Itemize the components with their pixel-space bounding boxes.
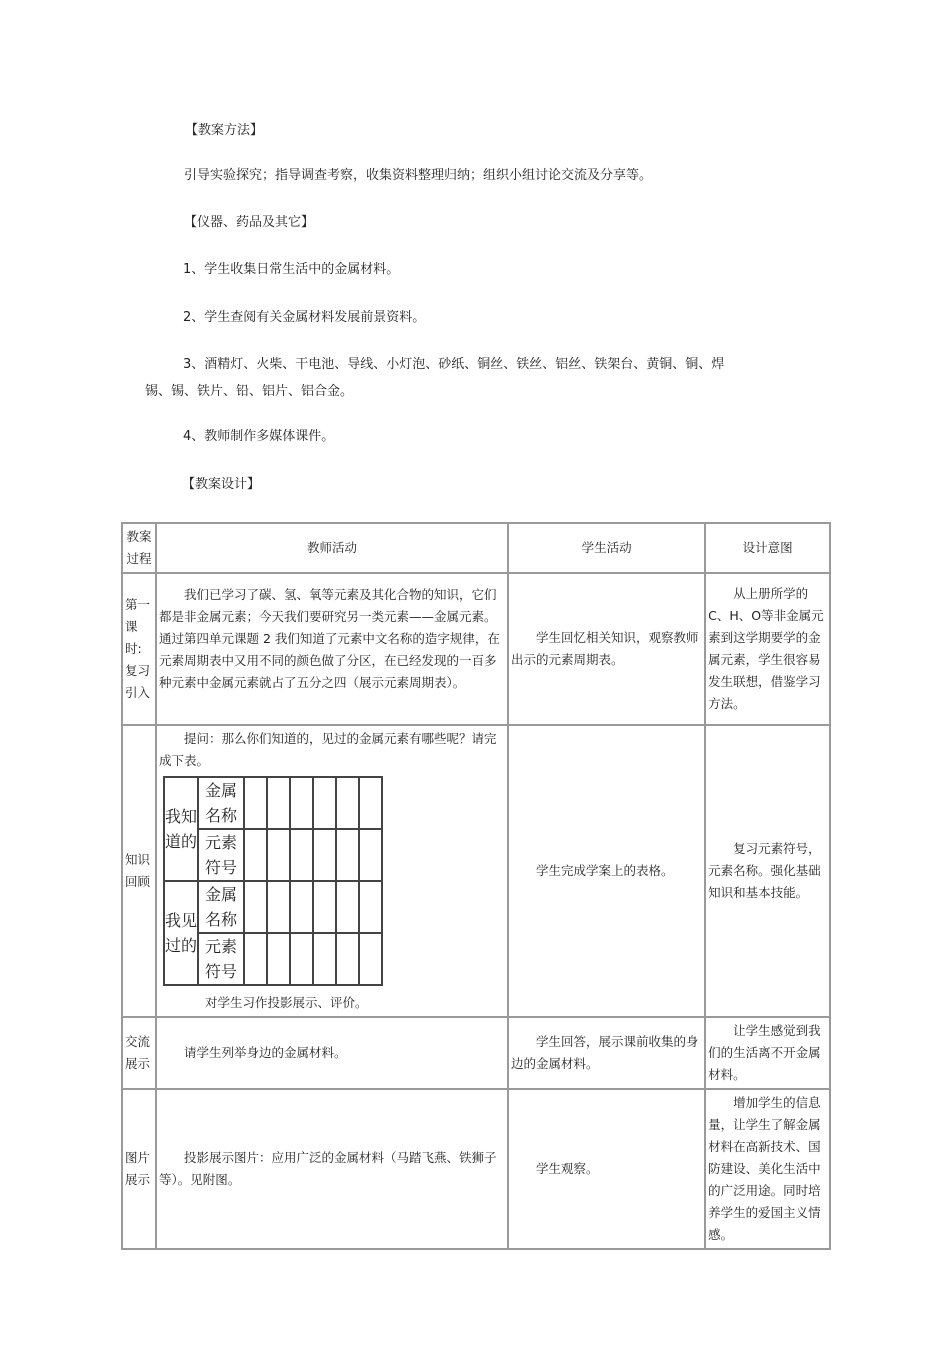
lesson-design-table (121, 522, 831, 1250)
row-teacher-after: 对学生习作投影展示、评价。 (205, 995, 368, 1010)
worksheet-blank-cell[interactable] (290, 829, 313, 881)
worksheet-blank-cell[interactable] (359, 829, 382, 881)
table-row (122, 725, 830, 1017)
metal-elements-worksheet (163, 776, 383, 986)
table-row (122, 573, 830, 725)
table-row (122, 1017, 830, 1089)
worksheet-symbol-label: 元素符号 (198, 829, 244, 881)
row-intent: 从上册所学的 C、H、O等非金属元素到这学期要学的金属元素，学生很容易发生联想，借鉴学习方法。 (705, 573, 830, 725)
row-teacher-cell (156, 725, 508, 1017)
worksheet-blank-cell[interactable] (359, 881, 382, 933)
worksheet-blank-cell[interactable] (313, 933, 336, 985)
worksheet-blank-cell[interactable] (244, 881, 267, 933)
worksheet-blank-cell[interactable] (290, 933, 313, 985)
design-heading: 【教案设计】 (182, 477, 261, 492)
worksheet-blank-cell[interactable] (244, 933, 267, 985)
equipment-item-2: 2、学生查阅有关金属材料发展前景资料。 (183, 310, 426, 325)
method-text: 引导实验探究；指导调查考察，收集资料整理归纳；组织小组讨论交流及分享等。 (184, 168, 653, 183)
header-process: 教案过程 (122, 523, 156, 573)
equipment-heading: 【仪器、药品及其它】 (184, 215, 315, 230)
row-teacher-question: 提问：那么你们知道的，见过的金属元素有哪些呢？请完成下表。 (159, 731, 497, 768)
worksheet-blank-cell[interactable] (313, 777, 336, 829)
worksheet-blank-cell[interactable] (336, 933, 359, 985)
row-intent: 增加学生的信息量，让学生了解金属材料在高新技术、国防建设、美化生活中的广泛用途。同时培养学生的爱国主义情感。 (705, 1089, 830, 1249)
worksheet-blank-cell[interactable] (267, 777, 290, 829)
row-teacher: 我们已学习了碳、氢、氧等元素及其化合物的知识，它们都是非金属元素；今天我们要研究另一类元素——金属元素。通过第四单元课题 2 我们知道了元素中文名称的造字规律，在元素周期表中又用不同的颜色做了分区，在已经发现的一百多种元素中金属元素就占了五分之四（展示元素周期表）。 (156, 573, 508, 725)
row-teacher: 请学生列举身边的金属材料。 (156, 1017, 508, 1089)
equipment-item-4: 4、教师制作多媒体课件。 (183, 429, 335, 444)
worksheet-blank-cell[interactable] (244, 829, 267, 881)
header-intent: 设计意图 (705, 523, 830, 573)
worksheet-blank-cell[interactable] (290, 881, 313, 933)
row-student: 学生回答，展示课前收集的身边的金属材料。 (508, 1017, 705, 1089)
worksheet-blank-cell[interactable] (244, 777, 267, 829)
worksheet-blank-cell[interactable] (267, 829, 290, 881)
worksheet-blank-cell[interactable] (313, 829, 336, 881)
table-header-row (122, 523, 830, 573)
worksheet-blank-cell[interactable] (267, 881, 290, 933)
row-student: 学生观察。 (508, 1089, 705, 1249)
equipment-item-3-line2: 锡、锡、铁片、铅、铝片、铝合金。 (145, 384, 354, 399)
row-stage: 第一课时:复习引入 (122, 573, 156, 725)
worksheet-blank-cell[interactable] (359, 777, 382, 829)
row-stage: 图片展示 (122, 1089, 156, 1249)
method-heading: 【教案方法】 (185, 123, 264, 138)
header-teacher: 教师活动 (156, 523, 508, 573)
worksheet-name-label: 金属名称 (198, 881, 244, 933)
worksheet-blank-cell[interactable] (267, 933, 290, 985)
worksheet-blank-cell[interactable] (290, 777, 313, 829)
worksheet-blank-cell[interactable] (336, 881, 359, 933)
worksheet-seen-label: 我见过的 (164, 881, 198, 985)
worksheet-name-label: 金属名称 (198, 777, 244, 829)
equipment-item-3-line1: 3、酒精灯、火柴、干电池、导线、小灯泡、砂纸、铜丝、铁丝、铝丝、铁架台、黄铜、铜、焊 (183, 357, 725, 372)
worksheet-blank-cell[interactable] (359, 933, 382, 985)
header-student: 学生活动 (508, 523, 705, 573)
row-student: 学生回忆相关知识，观察教师出示的元素周期表。 (508, 573, 705, 725)
row-teacher: 投影展示图片：应用广泛的金属材料（马踏飞燕、铁狮子等）。见附图。 (156, 1089, 508, 1249)
row-stage: 交流展示 (122, 1017, 156, 1089)
worksheet-blank-cell[interactable] (313, 881, 336, 933)
worksheet-blank-cell[interactable] (336, 829, 359, 881)
row-stage: 知识回顾 (122, 725, 156, 1017)
worksheet-symbol-label: 元素符号 (198, 933, 244, 985)
table-row (122, 1089, 830, 1249)
row-intent: 让学生感觉到我们的生活离不开金属材料。 (705, 1017, 830, 1089)
row-student: 学生完成学案上的表格。 (508, 725, 705, 1017)
equipment-item-1: 1、学生收集日常生活中的金属材料。 (183, 262, 400, 277)
worksheet-known-label: 我知道的 (164, 777, 198, 881)
worksheet-blank-cell[interactable] (336, 777, 359, 829)
row-intent: 复习元素符号，元素名称。强化基础知识和基本技能。 (705, 725, 830, 1017)
